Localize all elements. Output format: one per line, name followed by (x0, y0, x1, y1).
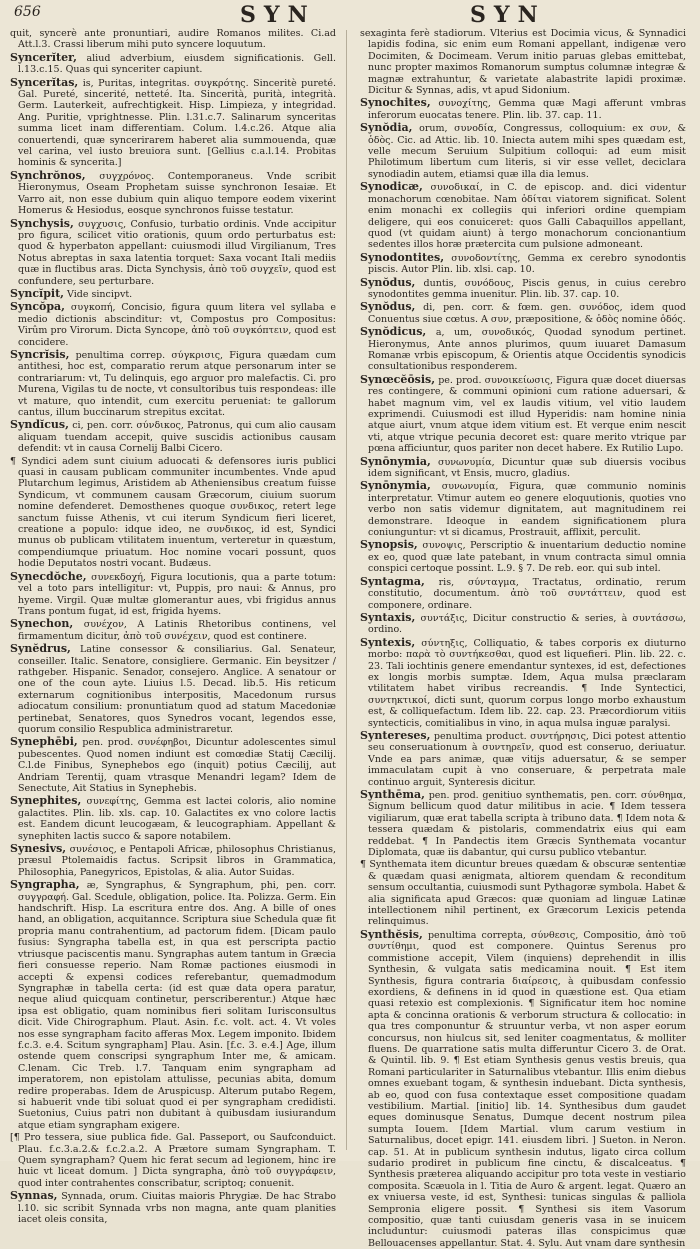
entry-headword: Synechon, (10, 617, 74, 631)
entry-headword: Synephites, (10, 794, 82, 808)
entry-headword: Synœcĕōsis, (360, 372, 436, 386)
entry-text: συγκοπή, Concisio, figura quum litera vel syllaba e medio dictionis abscinditur: vt, Compostus pro Compositus: Virûm pro Virorum. Dicta Syncope, ἀπὸ τοῦ συγκόπτειν, quod est concidere. (18, 302, 336, 348)
entry-text: συνωνυμία, Dicuntur quæ sub diuersis vocibus idem significant, vt Ensis, mucro, gladius. (368, 456, 686, 480)
entry-text: ¶ Syndici adem sunt ciuium aduocati & defensores iuris publici quasi in causam publicam communiter incumbentes. Vnde apud Plutarchum legimus, Aristidem ab Atheniensibus creatum fuisse Syndicum, vt communem causam Græcorum, ciuium suorum nomine defenderet. Demosthenes quoque συνδικος, retert lege sanctum fuisse Athenis, vt cui iterum Syndicum fieri liceret, creatione a populo: idque ideo, ne συνδικος, id est, Syndici munus ob publicam vtilitatem inuentum, verteretur in quæstum, compendiumque priuatum. Hoc nomine vocari possunt, quos hodie Deputatos nostri vocant. Budæus. (10, 455, 336, 570)
dictionary-entry (360, 252, 686, 276)
entry-headword: Synŏdus, (360, 275, 416, 289)
column-divider (346, 30, 347, 1150)
entry-text: Latine consessor & consiliarius. Gal. Senateur, conseiller. Italic. Senatore, consigliere. Germanic. Ein beysitzer / rathgeber. Hispanic. Senador, consejero. Anglice. A senatour or one of the coun ayte. Liuius l.5. Decad. lib.5. His reticum externarum cognitionibus interpositis, Macedonum rursus adiocatum consilium: pronuntiatum quod ad statum Macedoniæ pertinebat, Senatores, quos Synedros vocant, legendos esse, quorum consilio Respublica administraretur. (18, 644, 336, 735)
entry-headword: Syncŏpa, (10, 300, 66, 314)
entry-text: quit, syncerè ante pronuntiari, audire Romanos milites. Ci.ad Att.l.3. Crassi liberum mihi puto syncere loquutum. (10, 28, 336, 51)
dictionary-entry (360, 480, 686, 538)
entry-headword: Synodontites, (360, 250, 445, 264)
entry-headword: Synōnymia, (360, 454, 431, 468)
dictionary-entry (10, 795, 336, 842)
entry-text: συνοδικαί, in C. de episcop. and. dici videntur monachorum cœnobitae. Nam ὁδίται viatorem significat. Solent enim monachi ex collegiis qui inferiori ordine quempiam deligere, qui eos conuiceret: quos Galli Cabaquillos appellant, quod (vt quidam aiunt) à tergo monachorum concionantium sedentes illos horæ prætercita cum pulsione admoneant. (368, 182, 686, 251)
entry-headword: Synesivs, (10, 842, 67, 856)
entry-headword: Synchrŏnos, (10, 168, 86, 182)
dictionary-entry (10, 419, 336, 454)
dictionary-entry (360, 28, 686, 96)
dictionary-entry (360, 301, 686, 325)
running-title-left: SYN (240, 2, 316, 28)
dictionary-entry (10, 288, 336, 300)
dictionary-entry (360, 539, 686, 574)
entry-text: συνέσιος, e Pentapoli Africæ, philosophus Christianus, præsul Ptolemaidis factus. Scripsit libros in Grammatica, Philosophia, Panegyricos, Epistolas, & alia. Autor Suidas. (18, 844, 336, 878)
entry-headword: Syntereses, (360, 728, 431, 742)
left-column (10, 28, 336, 1226)
dictionary-entry (10, 456, 336, 570)
entry-text: a, um, συνοδικός, Quodad synodum pertinet. Hieronymus, Ante annos plurimos, quum iuuaret Damasum Romanæ vrbis episcopum, & Orientis atque Occidentis synodicis consultationibus responderem. (368, 327, 686, 373)
entry-headword: Synecdŏche, (10, 569, 87, 583)
entry-text: pe. prod. συνοικείωσις, Figura quæ docet diuersas res contingere, & communi opinioni cum ratione aduersari, & habet magnum vim, vel ex laudis vitium, vel vitio laudem exprimendi. Cuiusmodi est illud Hyperidis: nam homine ninia atque aiurt, vnum atque idem vitium est. Et verque enim nescit vti, atque vtrique pecunia decoret est: quare merito vtrique par pœna afficiuntur, quos pariter non decet habere. Ex Rutilio Lupo. (368, 374, 686, 455)
entry-text: συνοψις, Perscriptio & inuentarium deductio nomine ex eo, quod quæ late patebant, in vnum contracta simul omnia conspici certoque possint. L.9. § 7. De reb. eor. qui sub intel. (368, 540, 686, 575)
entry-headword: Synochites, (360, 96, 431, 110)
dictionary-entry (360, 277, 686, 301)
dictionary-entry (10, 618, 336, 642)
entry-headword: Synŏdicus, (360, 325, 427, 339)
entry-text: συντάξις, Dicitur constructio & series, à συντάσσω, ordino. (368, 612, 686, 636)
entry-text: orum, συνοδία, Congressus, colloquium: ex συν, & ὁδὸς. Cic. ad Attic. lib. 10. Iniecta autem mihi spes quædam est, velle mecum Seruium Sulpitium colloqui: ad eum misit Philotimum libertum cum literis, si vir esse vellet, deciclara synodiadin autem, etiamsi quæ illa dia lemus. (368, 123, 686, 180)
entry-text: [¶ Pro tessera, siue publica fide. Gal. Passeport, ou Saufconduict. Plau. f.c.3.a.2.& f.c.2.a.2. A Prætore sumam Syngrapham. T. Quem syngrapham? Quem hic ferat secum ad legionem, hinc ire huic vt liceat domum. ] Dicta syngrapha, ἀπὸ τοῦ συγγράφειν, quod inter contrahentes conscribatur, scriptoq; conuenit. (10, 1132, 336, 1189)
entry-text: aliud adverbium, eiusdem significationis. Gell. l.13.c.15. Quas qui synceriter capiunt. (18, 52, 336, 76)
entry-text: συνεκδοχή, Figura locutionis, qua a parte totum: vel a toto pars intelligitur: vt, Puppis, pro naui: & Annus, pro hyeme. Virgil. Quæ multæ glomerantur aues, vbi frigidus annus Trans pontum fugat, id est, frigida hyems. (18, 571, 336, 617)
entry-headword: Synthĕsis, (360, 927, 423, 941)
dictionary-entry (360, 326, 686, 373)
entry-headword: Synnas, (10, 1189, 58, 1203)
entry-headword: Syntaxis, (360, 610, 416, 624)
dictionary-entry (360, 374, 686, 455)
entry-text: Vide sincipvt. (67, 288, 133, 300)
entry-headword: Syntagma, (360, 574, 425, 588)
entry-headword: Syncerĭtas, (10, 75, 79, 89)
entry-text: di, pen. corr. & fœm. gen. συνόδος, idem quod Conuentus siue cœtus. A συν, præpositione, & ὁδὸς nomine ὁδός. (368, 302, 686, 325)
entry-text: penultima product. συντήρησις, Dici potest attentio seu conseruationum à συντηρεῖν, quod est conseruo, deriuatur. Vnde ea pars animæ, quæ vitijs aduersatur, & se semper immaculatam cupit à vno conseruare, & perpetrata male continuo arguit, Synteresis dicitur. (368, 730, 686, 788)
dictionary-entry (10, 349, 336, 418)
entry-text: pen. prod. συνέφηβοι, Dicuntur adolescentes simul pubescentes. Quod nomen indiunt est comœdiæ Statij Cæcilij. C.l.de Finibus, Synephebos ego (inquit) potius Cæcilij, aut Andriam Terentij, quam vtrasque Menandri legam? Idem de Senectute, Ait Statius in Synephebis. (18, 737, 336, 794)
entry-text: Synnada, orum. Ciuitas maioris Phrygiæ. De hac Strabo l.10. sic scribit Synnada vrbs non magna, ante quam planities iacet oleis consita, (18, 1191, 336, 1226)
dictionary-entry (10, 1190, 336, 1225)
entry-text: penultima correpta, σύνθεσις, Compositio, ἀπὸ τοῦ συντίθημι, quod est componere. Quintus Serenus pro commistione accepit, Vilem (inquiens) deprehendit in illis Synthesin, & vulgata satis medicamina nouit. ¶ Est item Synthesis, figura contraria διαίρεσις, à quibusdam confessio exordiens, & definens in id quod in quæstione est. Qua etiam quasi retexio est complexionis. ¶ Significatur item hoc nomine apta & concinna orationis & verborum structura & collocatio: in qua tres componuntur & struuntur verba, vt non asper eorum concursus, non hiulcus sit, sed leniter coagmentatus, & molliter fluens. De quarratione satis multa differuntur Cicero 3. de Orat. & Quintil. lib. 9. ¶ Est etiam Synthesis genus vestis breuis, qua Romani particulariter in Saturnalibus vtebantur. Illis enim diebus omnes exuebant togam, & synthesin induebant. Dicta synthesis, ab eo, quod con fusa contextaque esset compositione quadam vestibilium. Martial. [initio] lib. 14. Synthesibus dum gaudet eques dominusque Senatus, Dumque decent nostrum pilea sumpta Iouem. [Idem Martial. vlum carum vestium in Saturnalibus, docet epigr. 141. eiusdem libri. ] Sueton. in Neron. cap. 51. At in publicum synthesin indutus, ligato circa collum sudario prodiret in publicum fine cinctu, & discalceatus. ¶ Synthesis præterea aliquando accipitur pro tota veste in vestiario composita. Scæuola in l. Titia de Auro & argent. legat. Quæro an ex vniuersa veste, id est, Synthesi: tunicas singulas & palliola Sempronia eligere possit. ¶ Synthesi sis item Vasorum compositio, quæ tanti cuiusdam generis vasa in se inuicem includuntur: cuiusmodi pateras illas conspicimus quæ Bellouacenses appellantur. Stat. 4. Sylu. Aut vnam dare synthesin (368, 929, 686, 1249)
dictionary-entry (360, 789, 686, 858)
dictionary-entry (360, 730, 686, 788)
dictionary-entry (360, 181, 686, 250)
entry-headword: Synthēma, (360, 788, 426, 801)
dictionary-entry (10, 77, 336, 169)
entry-text: συνωνυμία, Figura, quæ communio nominis interpretatur. Vtimur autem eo genere eloquutionis, quoties vno verbo non satis videmur dignitatem, aut magnitudinem rei demonstrare. Ideoque in eandem significationem plura coniunguntur: vt si dicamus, Prostrauit, afflixit, perculit. (368, 481, 686, 539)
right-column (360, 28, 687, 1249)
entry-headword: Synŏdus, (360, 300, 416, 314)
dictionary-entry (10, 301, 336, 348)
dictionary-entry (360, 612, 686, 636)
dictionary-entry (360, 929, 686, 1249)
entry-headword: Syntexis, (360, 635, 416, 649)
dictionary-entry (10, 843, 336, 878)
entry-headword: Syncerĭter, (10, 50, 77, 64)
dictionary-entry (10, 218, 336, 287)
entry-text: συνέχον, A Latinis Rhetoribus continens, vel firmamentum dicitur, ἀπὸ τοῦ συνέχειν, quod est continere. (18, 619, 336, 642)
entry-text: æ, Syngraphus, & Syngraphum, phi, pen. corr. συγγραφή. Gal. Scedule, obligation, police. Ita. Polizza. Germ. Ein handschrift. Hisp. La escritura entre dos. Ang. A bille of ones hand, an obligation, acquitannce. Scriptura siue Schedula quæ fit propria manu contrahentium, ad pactorum fidem. [Dicam paulo fusius: Syngrapha tabella est, in qua est perscripta pactio vtriusque paciscentis manu. Syngraphas autem tantum in Græcia fieri consuesse reperio. Nam Romæ pactiones eiusmodi in accepti & expensi codices referebantur, quemadmodum Syngraphæ in tabella certa: (id est quæ data opera paratur, neque aliud quicquam continetur, perscriberentur.) Atque hæc ipsa est obligatio, quam nominibus fieri solitam Iurisconsultus dicit. Vide Chirographum. Plaut. Asin. f.c. volt. act. 4. Vt voles nos esse syngrapham facito afferas Mox. Legem imponito. Ibidem f.c.3. e.4. Scitum syngrapham] Plau. Asin. [f.c. 3. e.4.] Age, illum ostende quem conscripsi syngraphum Inter me, & amicam. C.lenam. Cic Treb. l.7. Tanquam enim syngrapham ad imperatorem, non epistolam attulisse, pecunias abita, domum redire properabas. Idem de Aruspicusp. Alterum putabo Regem, si habuerit vnde tibi soluat quod ei per syngrapham credidisti. Suetonius, Cuius patri non dubitant à quibusdam iusiurandum atque etiam syngrapham exigere. (18, 880, 336, 1131)
dictionary-entry (10, 571, 336, 618)
entry-headword: Syncrĭsis, (10, 347, 70, 361)
entry-headword: Synephēbi, (10, 735, 78, 749)
dictionary-entry (10, 736, 336, 794)
entry-headword: Syngrapha, (10, 878, 80, 892)
entry-text: ¶ Synthemata item dicuntur breues quædam & obscuræ sententiæ & quædam quasi ænigmata, altiorem quendam & reconditum sensum occultantia, cuiusmodi sunt Pythagoræ symbola. Habet & alia significata apud Græcos: quæ quoniam ad linguæ Latinæ intellectionem nihil pertinent, ex Græcorum Lexicis petenda relinquimus. (360, 859, 686, 928)
entry-text: duntis, συνόδους, Piscis genus, in cuius cerebro synodontites gemma inuenitur. Plin. lib. 37. cap. 10. (368, 277, 686, 300)
entry-headword: Synōnymia, (360, 479, 431, 493)
dictionary-entry (10, 879, 336, 1131)
entry-text: is, Puritas, integritas. συγκρότης. Sinceritè pureté. Gal. Pureté, sincerité, netteté. Ita. Sincerità, purità, integrità. Germ. Lauterkeit, aufrechtigkeit. Hisp. Limpieza, y integridad. Ang. Puritie, vprightnesse. Plin. l.31.c.7. Salinarum synceritas summa licet inam differentiam. Colum. l.4.c.26. Atque alia conuertendi, quæ syncerirarem haberet alia summouenda, quæ vel carina, vel iusto breuiora sunt. [Gellius c.a.l.14. Probitas hominis & syncerita.] (18, 77, 336, 169)
entry-text: συνοχίτης, Gemma quæ Magi afferunt vmbras inferorum euocatas tenere. Plin. lib. 37. cap. 11. (368, 98, 686, 121)
dictionary-entry (10, 643, 336, 735)
dictionary-entry (360, 456, 686, 480)
dictionary-entry (360, 859, 686, 927)
entry-headword: Synŏdia, (360, 121, 413, 135)
entry-text: σύντηξις, Colliquatio, & tabes corporis ex diuturno morbo: παρὰ τὸ συντήκεσθαι, quod est liquefieri. Plin. lib. 22. c. 23. Tali iochtinis genere emendantur syntexes, id est, defectiones ex longis morbis sumptæ. Idem, Aqua mulsa præclaram vtilitatem habet viribus recreandis. ¶ Inde Syntectici, συντηκτικοί, dicti sunt, quorum corpus longo morbo exhaustum est, & colliquefactum. Idem lib. 22. cap. 23. Præcordiorum vitiis syntecticis, comitialibus in vino, in aqua mulsa inguæ paralysi. (368, 637, 686, 729)
dictionary-entry (360, 637, 686, 729)
entry-text: sexaginta ferè stadiorum. Vlterius est Docimia vicus, & Synnadici lapidis fodina, sic enim eum Romani appellant, indigenæ vero Docimiten, & Docimeam. Verum initio paruas glebas emittebat, nunc propter maximos Romanorum sumptus columnæ integræ & magnæ extrahuntur, & varietate alabastrite lapidi proximæ. Dicitur & Synnas, adis, vt apud Sidonium. (360, 28, 686, 97)
running-header (0, 2, 700, 30)
dictionary-entry (10, 28, 336, 51)
entry-text: ris, σύνταγμα, Tractatus, ordinatio, rerum constitutio, documentum. ἀπὸ τοῦ συντάττειν, quod est componere, ordinare. (368, 576, 687, 611)
entry-headword: Synĕdrus, (10, 642, 71, 656)
dictionary-entry (10, 170, 336, 217)
dictionary-entry (360, 576, 686, 611)
entry-text: συνεφίτης, Gemma est lactei coloris, alio nomine galactites. Plin. lib. xls. cap. 10. Galactites ex vno colore lactis est. Eandem dicunt leucogæam, & leucographiam. Appellant & synephiten lactis succo & sapore notabilem. (18, 796, 336, 842)
entry-text: συγχρόνος. Contemporaneus. Vnde scribit Hieronymus, Oseam Prophetam suisse synchronon Iesaiæ. Et Varro ait, non esse dubium quin aliquo tempore eodem vixerint Homerus & Hesiodus, eosque synchronos fuisse testatur. (18, 170, 336, 217)
dictionary-entry (10, 52, 336, 76)
entry-text: συγχυσις, Confusio, turbatio ordinis. Vnde accipitur pro figura, scilicet vitio orationis, quum ordo perturbatus est: quod & hyperbaton appellant: cuiusmodi illud Virgilianum, Tres Notus abreptas in saxa latentia torquet: Saxa vocant Itali mediis quæ in fluctibus aras. Dicta Synchysis, ἀπὸ τοῦ συγχεῖν, quod est confundere, seu perturbare. (18, 218, 336, 287)
page-number: 656 (14, 4, 41, 20)
running-title-right: SYN (470, 2, 546, 28)
entry-headword: Syncĭpit, (10, 286, 64, 300)
dictionary-entry (360, 122, 686, 180)
entry-headword: Synchysis, (10, 216, 74, 230)
entry-headword: Synopsis, (360, 538, 418, 552)
dictionary-entry (10, 1132, 336, 1189)
entry-text: pen. prod. genitiuo synthematis, pen. corr. σύνθημα, Signum bellicum quod datur militibus in acie. ¶ Idem tessera vigiliarum, quæ erat tabella scripta à tribuno data. ¶ Idem nota & tessera quædam & pistolaris, commendatrix eius qui eam reddebat. ¶ In Pandectis item Græcis Synthemata vocantur Diplomata, quæ iis dabantur, qui cursu publico vtebantur. (368, 790, 686, 859)
entry-headword: Syndĭcus, (10, 418, 69, 432)
entry-text: συνοδοντίτης, Gemma ex cerebro synodontis piscis. Autor Plin. lib. xlsi. cap. 10. (368, 252, 686, 276)
dictionary-entry (360, 97, 686, 121)
entry-text: penultima correp. σύγκρισις, Figura quædam cum antithesi, hoc est, comparatio rerum atque personarum inter se contrariarum: vt, Tu delinquis, ego arguor pro malefactis. Ci. pro Murena, Vigilas tu de nocte, vt consultoribus tuis respondeas: ille vt mature, quo intendit, cum exercitu perueniat: te gallorum cantus, illum buccinarum strepitus excitat. (18, 349, 336, 418)
entry-headword: Synodicæ, (360, 180, 423, 194)
entry-text: ci, pen. corr. σύνδικος, Patronus, qui cum alio causam aliquam tuendam accepit, quive suscidis actionibus causam defendit: vt in causa Cornelij Balbi Cicero. (18, 420, 336, 455)
